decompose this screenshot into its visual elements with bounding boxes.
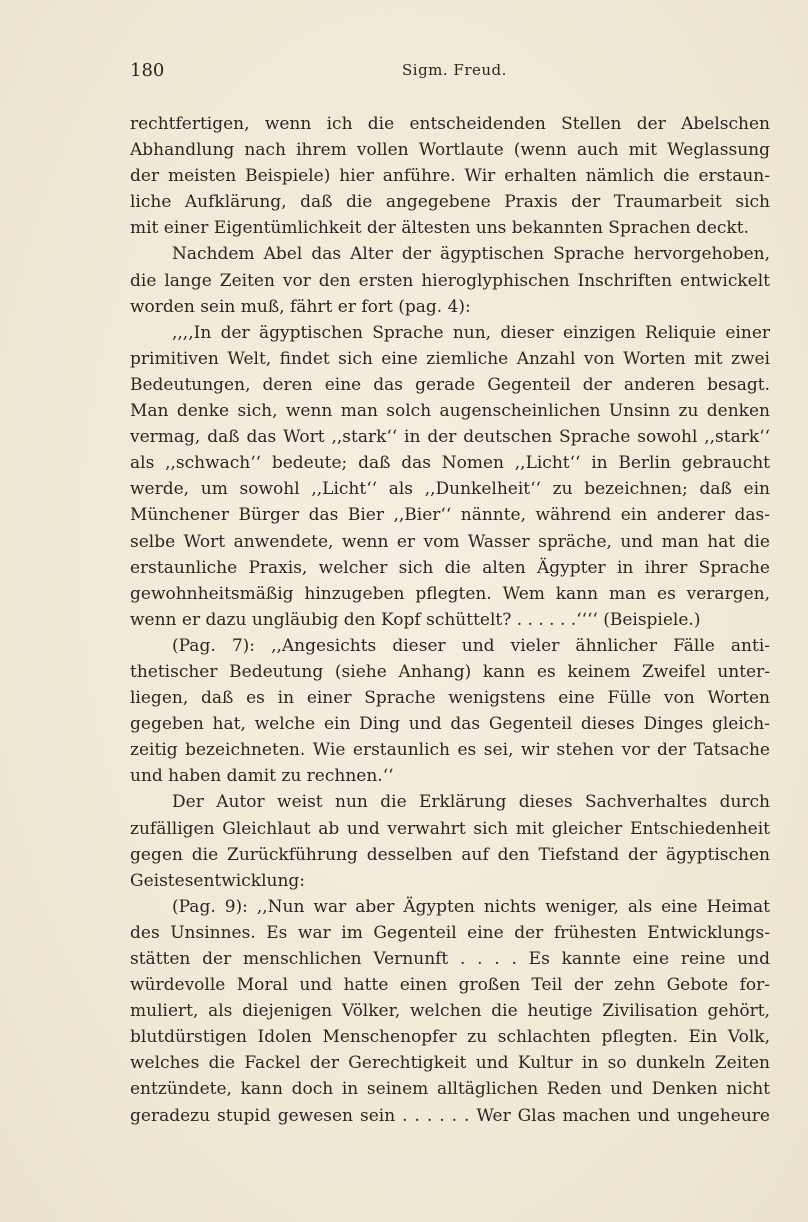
text-line: (Pag. 7): ,,Angesichts dieser und vieler ähnlicher Fälle anti-: [172, 635, 770, 656]
text-line: der meisten Beispiele) hier anführe. Wir erhalten nämlich die erstaun-: [130, 166, 770, 187]
text-line: Man denke sich, wenn man solch augenscheinlichen Unsinn zu denken: [130, 401, 770, 422]
text-line: würdevolle Moral und hatte einen großen Teil der zehn Gebote for-: [130, 975, 770, 996]
text-line: zeitig bezeichneten. Wie erstaunlich es sei, wir stehen vor der Tatsache: [130, 740, 770, 761]
text-line: muliert, als diejenigen Völker, welchen die heutige Zivilisation gehört,: [130, 1001, 770, 1022]
text-line: thetischer Bedeutung (siehe Anhang) kann es keinem Zweifel unter-: [130, 661, 770, 682]
text-line: liche Aufklärung, daß die angegebene Praxis der Traumarbeit sich: [130, 192, 770, 213]
text-line: Der Autor weist nun die Erklärung dieses Sachverhaltes durch: [172, 792, 770, 813]
text-line: erstaunliche Praxis, welcher sich die alten Ägypter in ihrer Sprache: [130, 557, 770, 578]
text-line: werde, um sowohl ,,Licht‘‘ als ,,Dunkelheit‘‘ zu bezeichnen; daß ein: [130, 479, 770, 500]
text-line: vermag, daß das Wort ,,stark‘‘ in der deutschen Sprache sowohl ,,stark‘‘: [130, 427, 770, 448]
text-line: welches die Fackel der Gerechtigkeit und Kultur in so dunkeln Zeiten: [130, 1053, 770, 1074]
text-line: worden sein muß, fährt er fort (pag. 4):: [130, 296, 471, 317]
text-line: gegen die Zurückführung desselben auf den Tiefstand der ägyptischen: [130, 844, 770, 865]
text-line: blutdürstigen Idolen Menschenopfer zu schlachten pflegten. Ein Volk,: [130, 1027, 770, 1048]
text-line: entzündete, kann doch in seinem alltäglichen Reden und Denken nicht: [130, 1079, 770, 1100]
text-line: wenn er dazu ungläubig den Kopf schüttelt? . . . . . .‘‘‘‘ (Beispiele.): [130, 609, 701, 630]
text-line: als ,,schwach‘‘ bedeute; daß das Nomen ,,Licht‘‘ in Berlin gebraucht: [130, 453, 770, 474]
text-line: gegeben hat, welche ein Ding und das Gegenteil dieses Dinges gleich-: [130, 714, 770, 735]
text-line: liegen, daß es in einer Sprache wenigstens eine Fülle von Worten: [130, 688, 770, 709]
page-header: [130, 60, 770, 84]
text-line: Nachdem Abel das Alter der ägyptischen Sprache hervorgehoben,: [172, 244, 770, 265]
text-line: ,,,,In der ägyptischen Sprache nun, dieser einzigen Reliquie einer: [172, 322, 770, 343]
text-line: Münchener Bürger das Bier ,,Bier‘‘ nännte, während ein anderer das-: [130, 505, 770, 526]
text-line: zufälligen Gleichlaut ab und verwahrt sich mit gleicher Entschiedenheit: [130, 818, 770, 839]
text-line: mit einer Eigentümlichkeit der ältesten uns bekannten Sprachen deckt.: [130, 218, 749, 239]
text-line: Abhandlung nach ihrem vollen Wortlaute (wenn auch mit Weglassung: [130, 140, 770, 161]
text-line: und haben damit zu rechnen.‘‘: [130, 766, 394, 787]
page-number: 180: [130, 60, 165, 81]
text-line: gewohnheitsmäßig hinzugeben pflegten. Wem kann man es verargen,: [130, 583, 770, 604]
body-text: [130, 111, 770, 1129]
text-line: stätten der menschlichen Vernunft . . . . Es kannte eine reine und: [130, 949, 770, 969]
text-line: rechtfertigen, wenn ich die entscheidenden Stellen der Abelschen: [130, 114, 770, 134]
text-line: des Unsinnes. Es war im Gegenteil eine der frühesten Entwicklungs-: [130, 922, 770, 943]
text-line: Geistesentwicklung:: [130, 870, 306, 891]
text-line: Bedeutungen, deren eine das gerade Gegenteil der anderen besagt.: [130, 374, 770, 395]
text-line: primitiven Welt, findet sich eine ziemliche Anzahl von Worten mit zwei: [130, 348, 770, 369]
text-line: selbe Wort anwendete, wenn er vom Wasser spräche, und man hat die: [130, 531, 770, 552]
running-title: Sigm. Freud.: [402, 61, 507, 79]
text-line: geradezu stupid gewesen sein . . . . . . Wer Glas machen und ungeheure: [130, 1105, 770, 1126]
text-line: (Pag. 9): ,,Nun war aber Ägypten nichts weniger, als eine Heimat: [172, 896, 770, 917]
text-line: die lange Zeiten vor den ersten hieroglyphischen Inschriften entwickelt: [130, 270, 770, 291]
